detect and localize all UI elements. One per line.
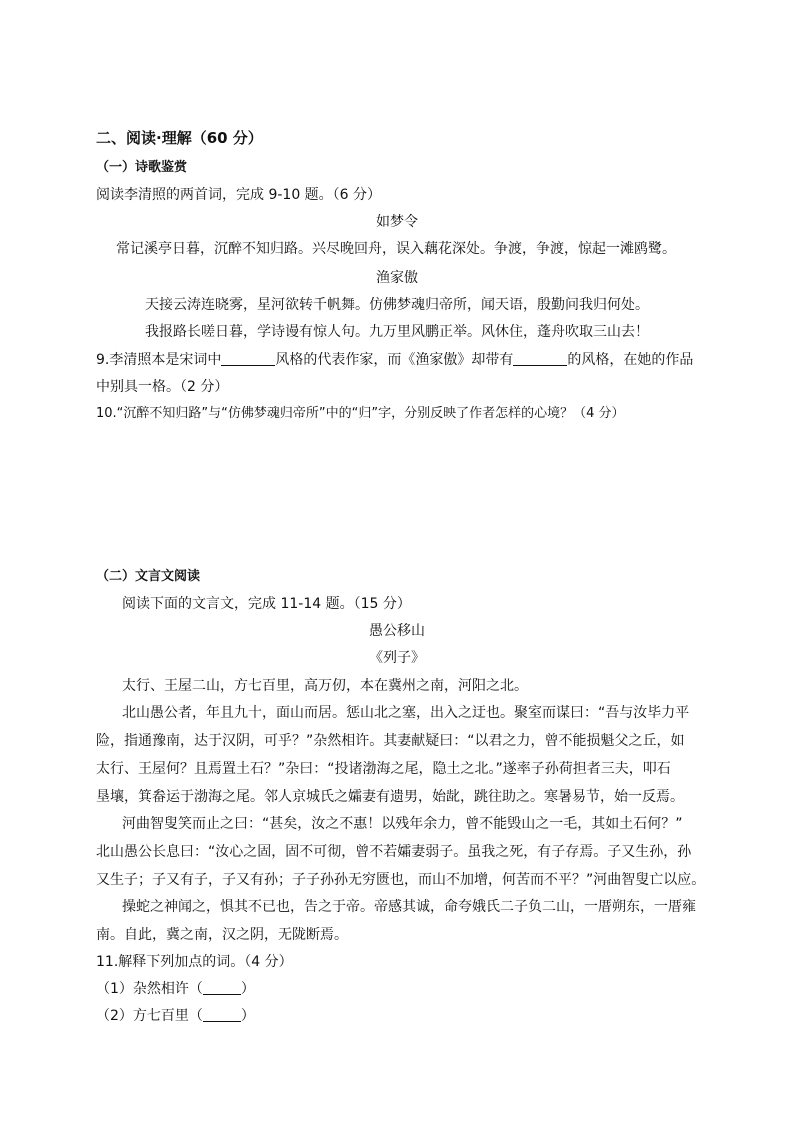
- answer-blank-11-1[interactable]: [203, 980, 241, 995]
- poem2-line2: 我报路长嗟日暮，学诗谩有惊人句。九万里风鹏正举。风休住，蓬舟吹取三山去！: [145, 324, 649, 340]
- text-source: 《列子》: [369, 650, 425, 666]
- paragraph-4-line-1: 操蛇之神闻之，惧其不已也，告之于帝。帝感其诚，命夸娥氏二子负二山，一厝朔东，一厝雍: [122, 899, 696, 915]
- question-11: 11.解释下列加点的词。（4 分）: [96, 954, 293, 970]
- question-11-item-1: [96, 979, 255, 999]
- paragraph-3-line-1: 河曲智叟笑而止之曰：“甚矣，汝之不惠！以残年余力，曾不能毁山之一毛，其如土石何？”: [122, 816, 683, 832]
- question-9-part2: 风格的代表作家，而《渔家傲》却带有: [275, 352, 514, 368]
- paragraph-2-line-3: 太行、王屋何？且焉置土石？”杂曰：“投诸渤海之尾，隐土之北。”遂率子孙荷担者三夫，叩石: [96, 761, 671, 777]
- paragraph-2-line-4: 垦壤，箕畚运于渤海之尾。邻人京城氏之孀妻有遗男，始龀，跳往助之。寒暑易节，始一反焉。: [96, 789, 684, 805]
- paragraph-1: 太行、王屋二山，方七百里，高万仞，本在冀州之南，河阳之北。: [122, 678, 528, 694]
- answer-blank-1[interactable]: [221, 351, 275, 366]
- paragraph-2-line-1: 北山愚公者，年且九十，面山而居。惩山北之塞，出入之迂也。聚室而谋曰：“吾与汝毕力平: [122, 705, 690, 721]
- classical-instruction: 阅读下面的文言文，完成 11-14 题。（15 分）: [122, 596, 411, 612]
- question-11-item-2-text: （2）方七百里（: [96, 1008, 203, 1024]
- close-paren: ）: [240, 981, 255, 997]
- poetry-instruction: 阅读李清照的两首词，完成 9-10 题。（6 分）: [96, 187, 382, 203]
- poetry-heading: （一）诗歌鉴赏: [96, 160, 188, 175]
- question-11-item-2: [96, 1006, 255, 1026]
- poem2-line1: 天接云涛连晓雾，星河欲转千帆舞。仿佛梦魂归帝所，闻天语，殷勤问我归何处。: [145, 297, 649, 313]
- paragraph-3-line-3: 又生子；子又有子，子又有孙；子子孙孙无穷匮也，而山不加增，何苦而不平？”河曲智叟亡以应。: [96, 872, 706, 888]
- question-9-part3: 的风格，在她的作品: [567, 352, 694, 368]
- classical-heading: （二）文言文阅读: [96, 569, 201, 584]
- answer-blank-11-2[interactable]: [203, 1007, 241, 1022]
- paragraph-4-line-2: 南。自此，冀之南，汉之阴，无陇断焉。: [96, 927, 348, 943]
- paragraph-2-line-2: 险，指通豫南，达于汉阴，可乎？”杂然相许。其妻献疑曰：“以君之力，曾不能损魁父之丘，如: [96, 733, 685, 749]
- question-11-item-1-text: （1）杂然相许（: [96, 981, 203, 997]
- question-10-answer-space[interactable]: [96, 426, 698, 566]
- close-paren: ）: [240, 1008, 255, 1024]
- question-10: 10.“沉醉不知归路”与“仿佛梦魂归帝所”中的“归”字，分别反映了作者怎样的心境？（4 分）: [96, 406, 625, 421]
- question-9: [96, 350, 693, 370]
- text-title: 愚公移山: [369, 623, 425, 639]
- paragraph-3-line-2: 北山愚公长息曰：“汝心之固，固不可彻，曾不若孀妻弱子。虽我之死，有子存焉。子又生孙，孙: [96, 844, 692, 860]
- answer-blank-2[interactable]: [513, 351, 567, 366]
- question-9-line2: 中别具一格。（2 分）: [96, 379, 229, 395]
- poem1-text: 常记溪亭日暮，沉醉不知归路。兴尽晚回舟，误入藕花深处。争渡，争渡，惊起一滩鸥鹭。: [116, 241, 676, 257]
- section-title: 二、阅读·理解（60 分）: [96, 129, 263, 147]
- question-9-part1: 9.李清照本是宋词中: [96, 352, 222, 368]
- poem1-title: 如梦令: [376, 214, 418, 230]
- poem2-title: 渔家傲: [376, 270, 418, 286]
